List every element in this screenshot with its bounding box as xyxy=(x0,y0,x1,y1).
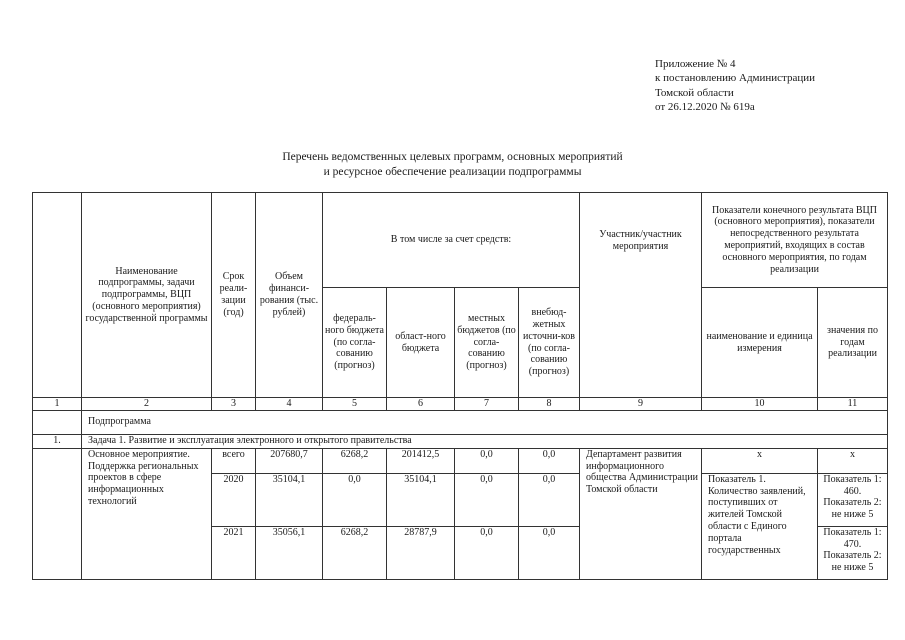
header-indicators: Показатели конечного результата ВЦП (основного мероприятия), показатели непосредственного результата мероприятий, входящих в состав основного мероприятия, по годам реализации xyxy=(702,193,888,288)
col-num-6: 6 xyxy=(387,398,455,411)
task-row xyxy=(33,434,888,448)
regional-cell: 28787,9 xyxy=(387,526,455,579)
activity-name: Основное мероприятие. Поддержка региональных проектов в сфере информационных технологий xyxy=(82,448,212,579)
header-participant: Участник/участник мероприятия xyxy=(580,193,702,398)
col-num-4: 4 xyxy=(256,398,323,411)
indicator-value-2021: Показатель 1: 470. Показатель 2: не ниже 5 xyxy=(818,526,888,579)
col-num-3: 3 xyxy=(212,398,256,411)
appendix-line-3: Томской области xyxy=(655,86,734,99)
local-cell: 0,0 xyxy=(455,526,519,579)
regional-cell: 35104,1 xyxy=(387,473,455,526)
col-num-9: 9 xyxy=(580,398,702,411)
activity-participant: Департамент развития информационного общества Администрации Томской области xyxy=(580,448,702,579)
header-number-cell xyxy=(33,193,82,398)
extra-cell: 0,0 xyxy=(519,448,580,473)
volume-cell: 35104,1 xyxy=(256,473,323,526)
subprogram-row xyxy=(33,410,888,434)
header-regional: област-ного бюджета xyxy=(387,288,455,398)
appendix-block xyxy=(655,57,815,114)
header-local: местных бюджетов (по согла-сованию (прогноз) xyxy=(455,288,519,398)
header-volume: Объем финанси-рования (тыс. рублей) xyxy=(256,193,323,398)
federal-cell: 6268,2 xyxy=(323,448,387,473)
header-extrabudget: внебюд-жетных источни-ков (по согла-сованию (прогноз) xyxy=(519,288,580,398)
federal-cell: 6268,2 xyxy=(323,526,387,579)
subprogram-label: Подпрограмма xyxy=(82,410,888,434)
header-sources: В том числе за счет средств: xyxy=(323,193,580,288)
federal-cell: 0,0 xyxy=(323,473,387,526)
local-cell: 0,0 xyxy=(455,448,519,473)
extra-cell: 0,0 xyxy=(519,526,580,579)
year-cell: 2021 xyxy=(212,526,256,579)
activity-row-total xyxy=(33,448,888,473)
col-num-5: 5 xyxy=(323,398,387,411)
appendix-line-1: Приложение № 4 xyxy=(655,58,736,70)
task-number: 1. xyxy=(33,434,82,448)
regional-cell: 201412,5 xyxy=(387,448,455,473)
extra-cell: 0,0 xyxy=(519,473,580,526)
document-title xyxy=(0,150,905,179)
volume-cell: 35056,1 xyxy=(256,526,323,579)
appendix-line-2: к постановлению Администрации xyxy=(655,72,816,85)
col-num-10: 10 xyxy=(702,398,818,411)
title-line-1: Перечень ведомственных целевых программ, основных мероприятий xyxy=(282,151,623,163)
header-indicator-values: значения по годам реализации xyxy=(818,288,888,398)
local-cell: 0,0 xyxy=(455,473,519,526)
col-num-8: 8 xyxy=(519,398,580,411)
col-num-11: 11 xyxy=(818,398,888,411)
appendix-line-4: от 26.12.2020 № 619а xyxy=(655,100,755,113)
program-table xyxy=(32,192,888,580)
title-line-2: и ресурсное обеспечение реализации подпрограммы xyxy=(323,165,582,178)
volume-cell: 207680,7 xyxy=(256,448,323,473)
year-cell: 2020 xyxy=(212,473,256,526)
subprogram-number-cell xyxy=(33,410,82,434)
indicator-value-total: х xyxy=(818,448,888,473)
col-num-2: 2 xyxy=(82,398,212,411)
header-indicator-name: наименование и единица измерения xyxy=(702,288,818,398)
col-num-7: 7 xyxy=(455,398,519,411)
header-term: Срок реали-зации (год) xyxy=(212,193,256,398)
header-federal: федераль-ного бюджета (по согла-сованию (прогноз) xyxy=(323,288,387,398)
indicator-name-total: х xyxy=(702,448,818,473)
header-name: Наименование подпрограммы, задачи подпрограммы, ВЦП (основного мероприятия) государственной программы xyxy=(82,193,212,398)
indicator-value-2020: Показатель 1: 460. Показатель 2: не ниже 5 xyxy=(818,473,888,526)
year-cell: всего xyxy=(212,448,256,473)
task-text: Задача 1. Развитие и эксплуатация электронного и открытого правительства xyxy=(82,434,888,448)
column-number-row xyxy=(33,398,888,411)
activity-number-cell xyxy=(33,448,82,579)
col-num-1: 1 xyxy=(33,398,82,411)
indicator-text: Показатель 1. Количество заявлений, поступивших от жителей Томской области с Единого портала государственных xyxy=(702,473,818,579)
